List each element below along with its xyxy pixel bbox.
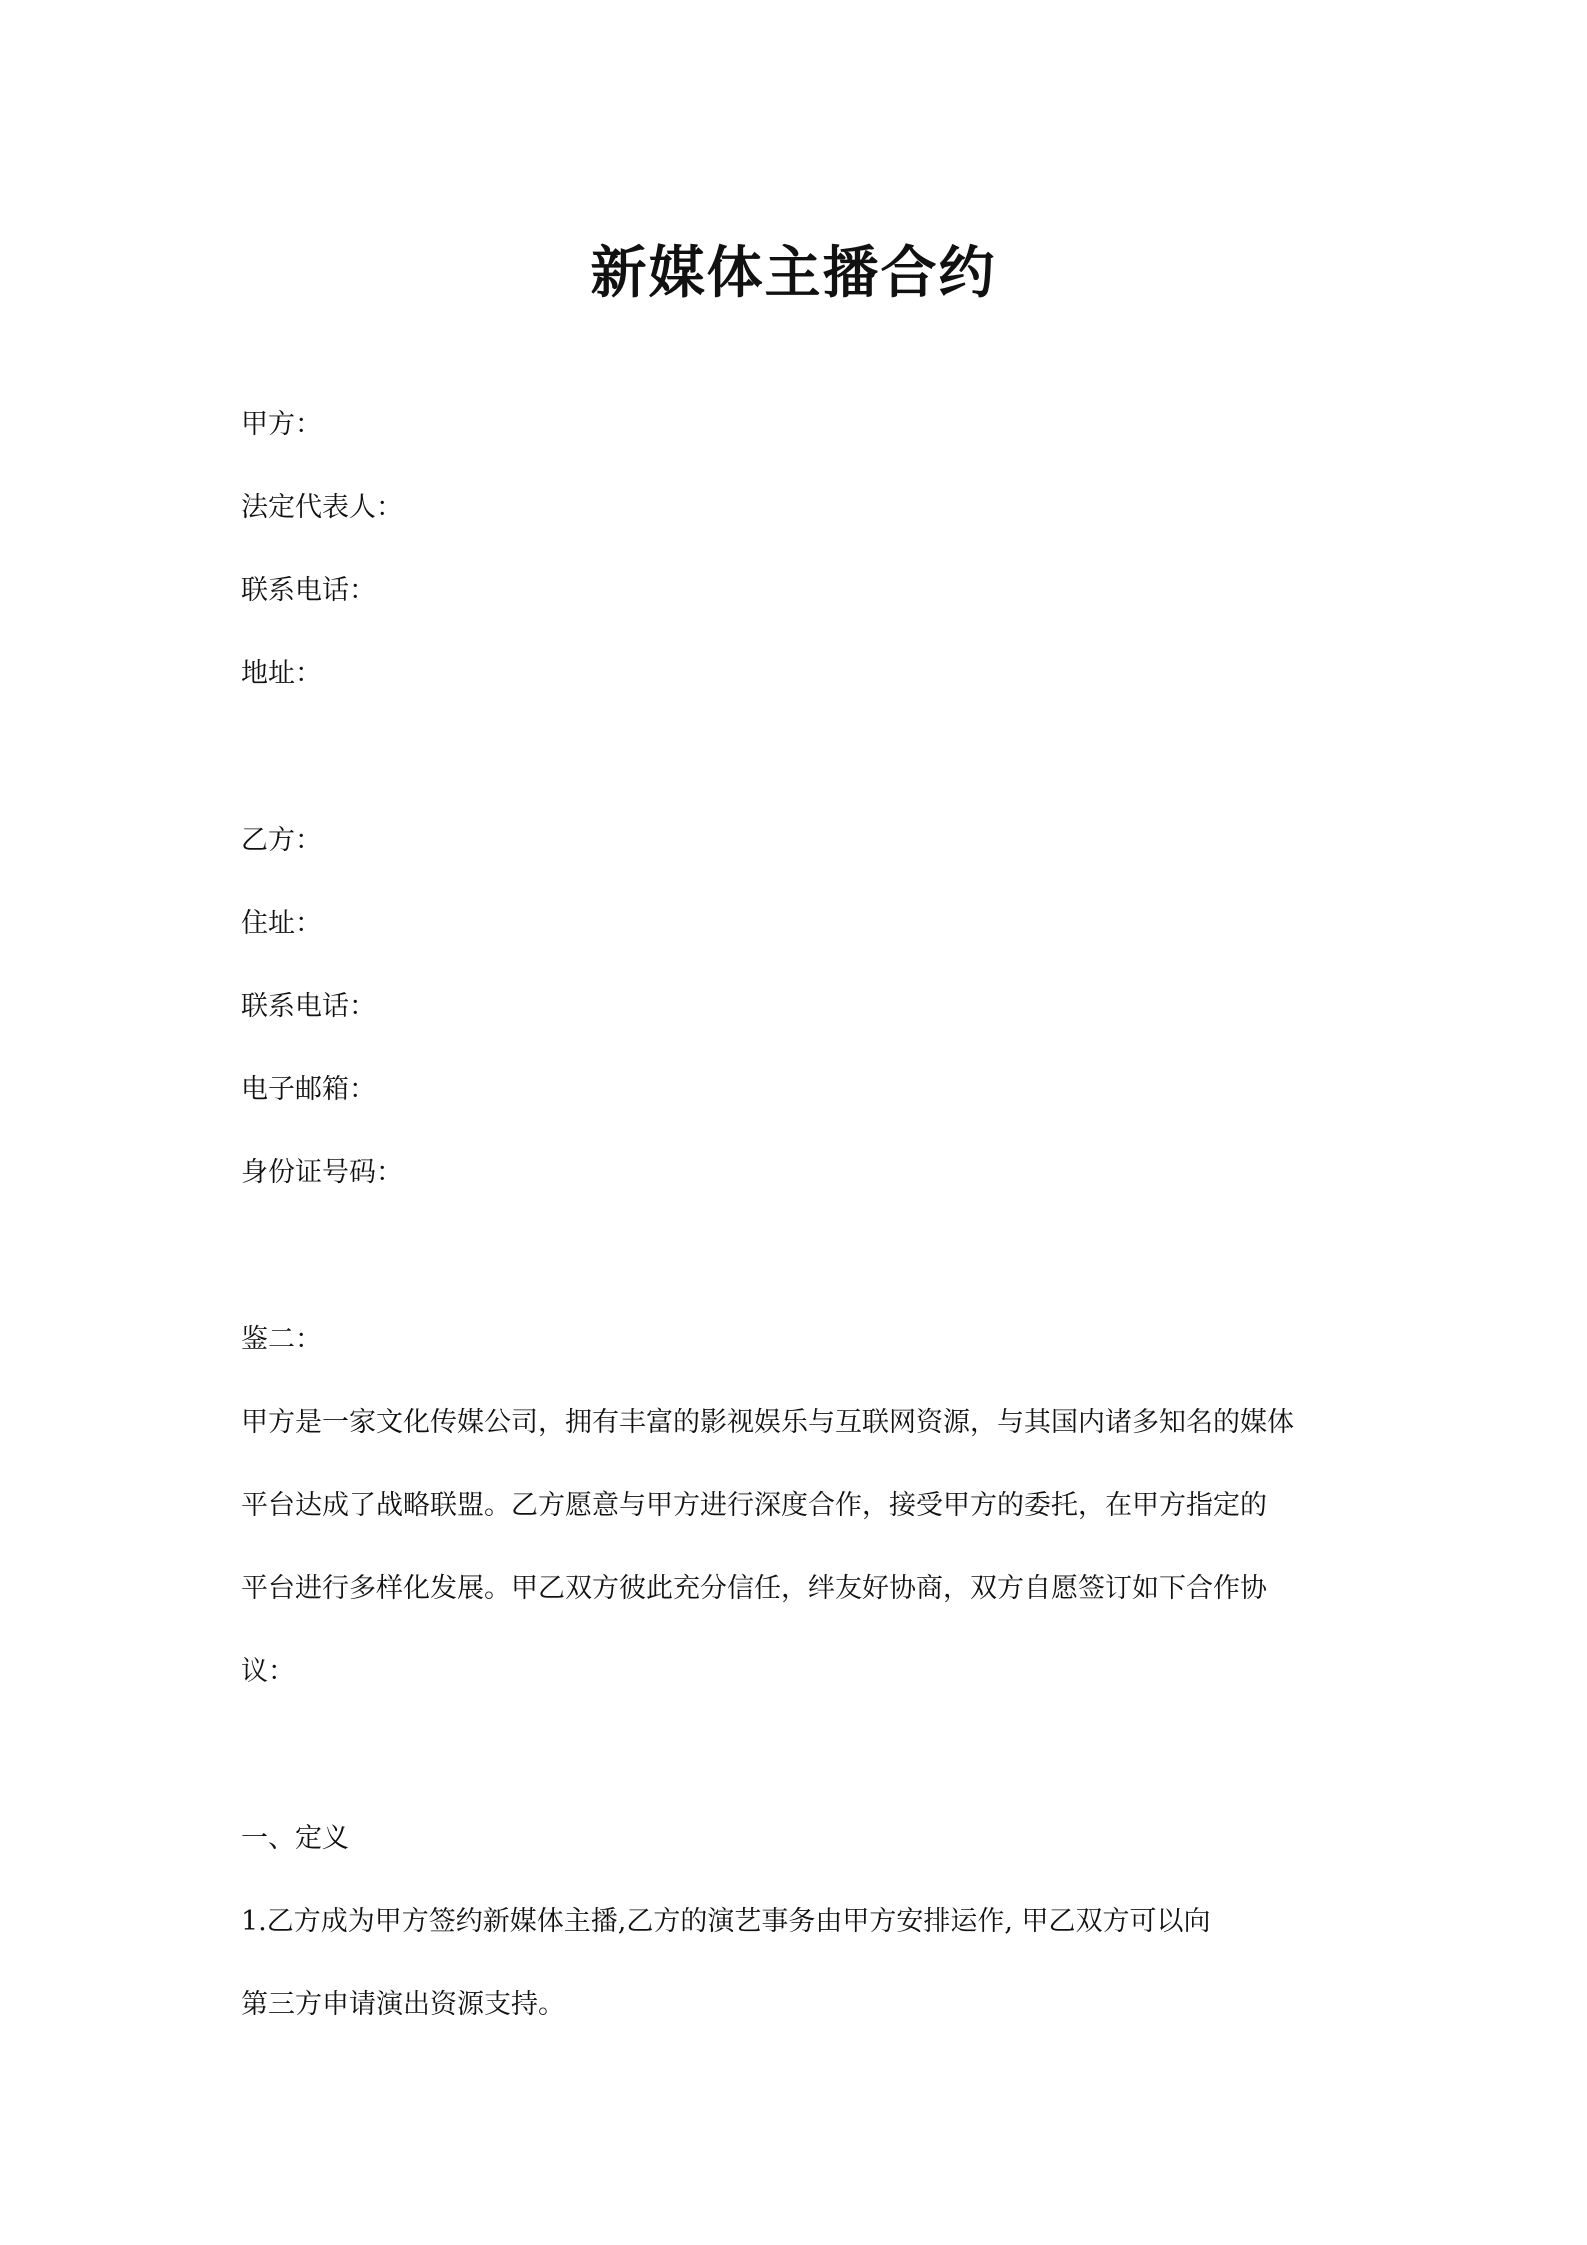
section-1-clause-line: 1.乙方成为甲方签约新媒体主播,乙方的演艺事务由甲方安排运作, 甲乙双方可以向 [241, 1906, 1211, 1937]
party-b-name-label: 乙方： [241, 825, 322, 856]
party-a-legal-rep-label: 法定代表人： [241, 492, 403, 523]
preamble-line: 议： [241, 1656, 295, 1687]
section-heading-definitions: 一、定义 [241, 1823, 349, 1854]
document-title: 新媒体主播合约 [590, 240, 997, 306]
party-b-email-label: 电子邮箱： [241, 1074, 376, 1105]
party-a-phone-label: 联系电话： [241, 575, 376, 606]
party-b-residence-label: 住址： [241, 908, 322, 939]
preamble-line: 甲方是一家文化传媒公司，拥有丰富的影视娱乐与互联网资源，与其国内诸多知名的媒体 [241, 1407, 1294, 1438]
party-a-name-label: 甲方： [241, 409, 322, 440]
party-b-phone-label: 联系电话： [241, 991, 376, 1022]
party-b-id-label: 身份证号码： [241, 1157, 403, 1188]
party-a-address-label: 地址： [241, 658, 322, 689]
preamble-heading: 鉴二： [241, 1324, 322, 1355]
section-1-clause-line: 第三方申请演出资源支持。 [241, 1989, 565, 2020]
preamble-line: 平台进行多样化发展。甲乙双方彼此充分信任，绊友好协商，双方自愿签订如下合作协 [241, 1573, 1267, 1604]
preamble-line: 平台达成了战略联盟。乙方愿意与甲方进行深度合作，接受甲方的委托，在甲方指定的 [241, 1490, 1267, 1521]
